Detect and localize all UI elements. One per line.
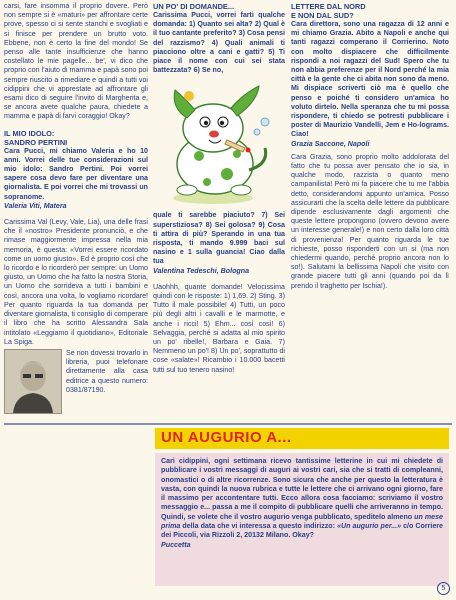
- augurio-body: [155, 453, 449, 586]
- column-left: [4, 2, 148, 414]
- reply-valeria-tail: Se non dovessi trovarlo in libreria, puoi telefonare direttamente alla casa editrice a questo numero: 0381/87190.: [66, 348, 148, 394]
- column-right: [291, 2, 449, 291]
- section-heading-nord: LETTERE DAL NORD E NON DAL SUD?: [291, 2, 366, 20]
- augurio-address-label: «Un augurio per...»: [337, 522, 402, 531]
- signature-valeria: Valeria Viti, Matera: [4, 201, 67, 210]
- letter-valentina-cont: quale ti sarebbe piaciuto? 7) Sei superstiziosa? 8) Sei golosa? 9) Cosa ti attira di più? Sperando in una tua risposta, ti mando 9.999 baci sul nasino e 1 sulla guancia! Ciao dalla tua: [153, 211, 285, 266]
- page-number: 5: [437, 582, 450, 595]
- column-middle: [153, 2, 285, 375]
- augurio-box: [155, 428, 449, 586]
- reply-valeria: Carissima Val (Levy, Vale, Lia), una delle frasi che il «nostro» Presidente pronunciò, e che rimase maggiormente impressa nella mia memoria, è questa: «Vorrei essere ricordato come un uomo giusto». Ed è proprio così che lo ricordo e lo ricorderò per sempre: un Uomo giusto, un Uomo che ha fatto la nostra Storia, un Uomo che sorrideva a tutti i bambini e così, ancora una volta, lo vogliamo ricordare! Per quanto riguarda la tua domanda per diventare giornalista, ti consiglio di comperare il libro che ha scritto Alessandra Sala intitolato «Leggiamo il quotidiano», Editoriale La Spiga.: [4, 218, 148, 346]
- signature-puccetta: Puccetta: [161, 540, 191, 549]
- augurio-text-b: della data che vi interessa a questo indirizzo:: [182, 522, 336, 531]
- cartoon-dog-illustration: [153, 78, 285, 208]
- signature-valentina: Valentina Tedeschi, Bologna: [153, 266, 250, 275]
- augurio-address: c/o Corriere dei Piccoli, via Rizzoli 2, 20132 Milano. Okay?: [161, 522, 443, 540]
- reply-valentina: Uaohhh, quante domande! Velocissima quindi con le risposte: 1) 1,69. 2) Sting. 3) Tutto il male possibile! 4) Tutti, un poco più degli altri i cavalli e le marmotte, e anche i ricci! 5) Ehm... così così! 6) Selvaggia, perché si adatta al mio spirito un po' ribelle!, Barbara e Gaia. 7) Nemmeno un po'! 8) Un po', soprattutto di cose «salate»! Ricambio i 10.000 bacetti tutti sul tuo tenero nasino!: [153, 282, 285, 374]
- pertini-photo: [4, 349, 62, 414]
- augurio-text-emph: un mese prima: [161, 512, 443, 531]
- section-heading-idolo: IL MIO IDOLO: SANDRO PERTINI: [4, 128, 68, 147]
- augurio-title: UN AUGURIO A...: [155, 428, 449, 449]
- letter-valeria: Cara Pucci, mi chiamo Valeria e ho 10 anni. Vorrei delle tue considerazioni sul mio idolo: Sandro Pertini. Poi vorrei sapere cosa devo fare per diventare una giornalista. E poi vorrei che mi trovassi un sopranome.: [4, 146, 148, 201]
- letter-valentina: Carissima Pucci, vorrei farti qualche domanda: 1) Quanto sei alta? 2) Qual è il tuo cantante preferito? 3) Cosa pensi del razzismo? 4) Quali animali ti piacciono oltre a cani e gatti? 5) Ti piace il nome con cui sei stata battezzata? 6) Se no,: [153, 11, 285, 75]
- reply-grazia: Cara Grazia, sono proprio molto addolorata del fatto che tu possa aver pensato che io sia, in qualche modo, razzista o quanto meno campanilista! Però mi fa piacere che tu me l'abbia detto, considerandomi appunto un'amica. Posso assicurarti che la scelta delle lettere da pubblicare dipende esclusivamente dagli argomenti che queste lettere propongono (ovvero devono avere un interesse generale!) e non certo dalla loro città di provenienza! Per quanto riguarda le tue richieste, posso risponderti con un sì (ma non chiedermi quando, perché proprio ancora non lo so!). Salutami la bellissima Napoli che visito con grande piacere tutti gli anni (quando poi da lì prendo il traghetto per Ischia!).: [291, 152, 449, 290]
- signature-grazia: Grazia Saccone, Napoli: [291, 139, 370, 148]
- section-heading-domande: UN PO' DI DOMANDE...: [153, 2, 235, 11]
- section-divider: [4, 423, 452, 425]
- letter-grazia: Cara direttora, sono una ragazza di 12 anni e mi chiamo Grazia. Abito a Napoli e anche qui tanti ragazzi comperano il Corrierino. Noto con molto dispiacere che difficilmente rispondi a noi ragazzi del Sud! Spero che tu non abbia preferenze per il Nord perché la mia città e la gente che ci abita non sono da meno. Mi dispiace scriverti ciò ma è quello che penso e poiché ti considero un'amica ho voluto dirtelo. Nella speranza che tu mi possa rispondere, ti chiedo se potresti pubblicare i poster di Maurizio Vandelli, Jem e Ho-lograms. Ciao!: [291, 20, 449, 139]
- augurio-text-a: Cari cidippini, ogni settimana ricevo tantissime letterine in cui mi chiedete di pubblicare i vostri messaggi di auguri ai vostri cari, sia che si tratti di compleanni, onomastici o di altre ricorrenze. Sono sicura che anche per questo la letteratura è vasta, con quindi la nuova rubrica e tutte le lettere che ci arrivano ogni giorno, fare il massimo per accontentare tutti. Ecco allora cosa facciamo: scriviamo il vostro messaggio e... passa a me il compito di pubblicare quelli che arriveranno in tempo. Quindi, se volete che il vostro augurio venga pubblicato, speditelo almeno: [161, 457, 443, 521]
- intro-text: carsi, fare insomma il proprio dovere. Però non sempre si è «maturi» per affrontare certe prove, spesso ci si sente stanchi e svogliati e si finisce per prendere un brutto voto. Ebbene, non è certo la fine del mondo! Se penso alle tante insufficienze che hanno costellato le mie pagelle... be', vi dico che proprio con l'aiuto di mamma e papà sono poi sempre riuscito a rimediare e quindi a tutti voi cidippini che vi apprestate ad affrontare gli esami dico di seguire l'invito di Margherita e, se ancora avete qualche paura, chiedete a mamma e papà di farvi coraggio! Okay?: [4, 2, 148, 121]
